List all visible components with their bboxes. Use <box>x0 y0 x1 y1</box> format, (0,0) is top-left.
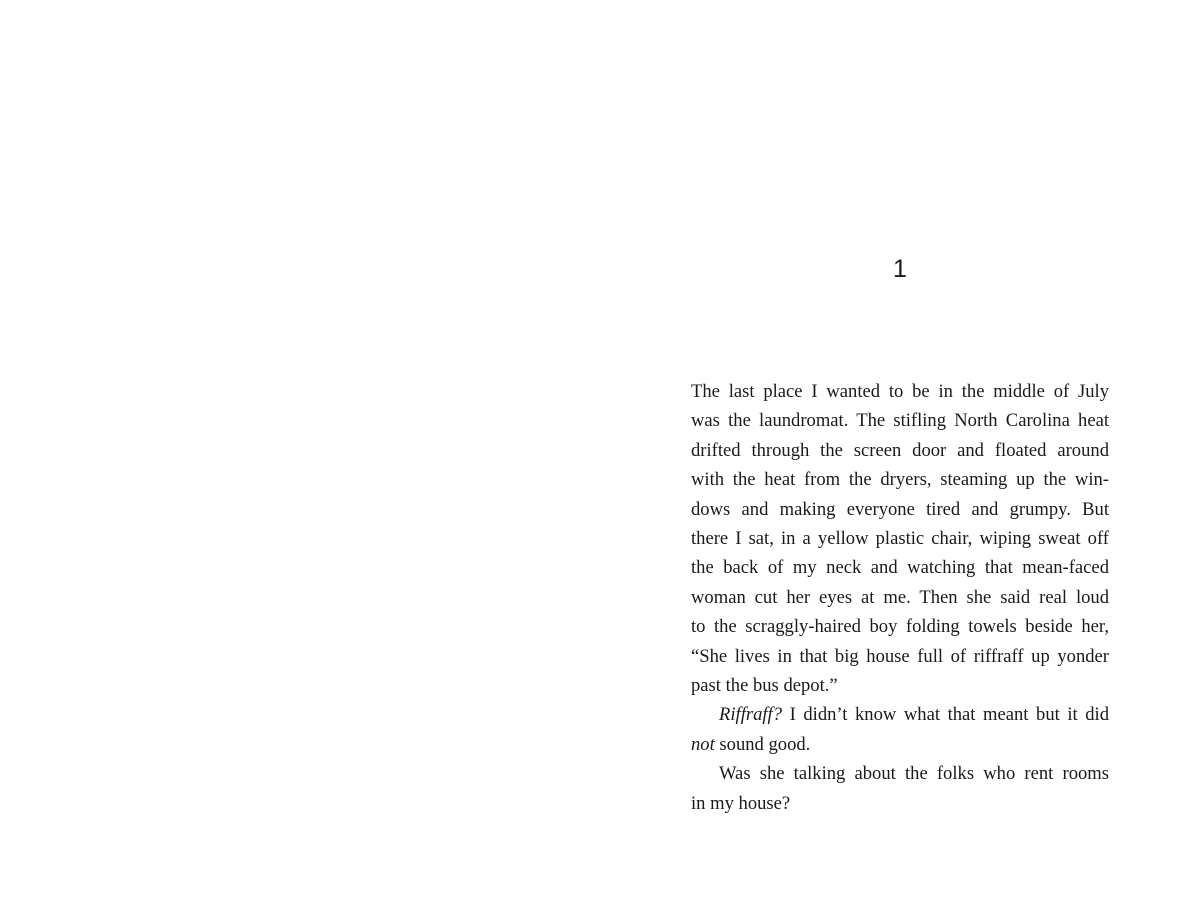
chapter-number <box>600 252 1200 286</box>
text-line: the back of my neck and watching that mean-faced <box>691 557 1109 579</box>
text-line: was the laundromat. The stifling North Carolina heat <box>691 410 1109 432</box>
chapter-number-text: 1 <box>893 255 907 283</box>
paragraph-2 <box>691 700 1109 759</box>
text-line: woman cut her eyes at me. Then she said real loud <box>691 586 1109 608</box>
chapter-body-text <box>691 377 1109 818</box>
text-line: with the heat from the dryers, steaming up the win- <box>691 469 1109 491</box>
italic-word-not: not <box>691 733 715 755</box>
paragraph-1 <box>691 377 1109 700</box>
text-fragment: I didn’t know what that meant but it did <box>782 704 1109 726</box>
italic-word-riffraff: Riffraff? <box>719 704 783 726</box>
text-line: The last place I wanted to be in the middle of July <box>691 381 1109 402</box>
text-line: “She lives in that big house full of riffraff up yonder <box>691 645 1109 667</box>
text-line: dows and making everyone tired and grumpy. But <box>691 498 1109 520</box>
text-line: drifted through the screen door and floated around <box>691 439 1109 461</box>
text-line: there I sat, in a yellow plastic chair, wiping sweat off <box>691 528 1109 550</box>
text-line: Was she talking about the folks who rent rooms <box>719 763 1109 785</box>
text-fragment: sound good. <box>714 733 811 755</box>
paragraph-3 <box>691 759 1109 818</box>
right-page <box>600 0 1200 921</box>
text-line <box>691 730 1109 759</box>
text-line: to the scraggly-haired boy folding towels beside her, <box>691 616 1109 638</box>
text-line: in my house? <box>691 792 791 814</box>
text-line: past the bus depot.” <box>691 675 838 697</box>
text-line <box>691 700 1109 729</box>
